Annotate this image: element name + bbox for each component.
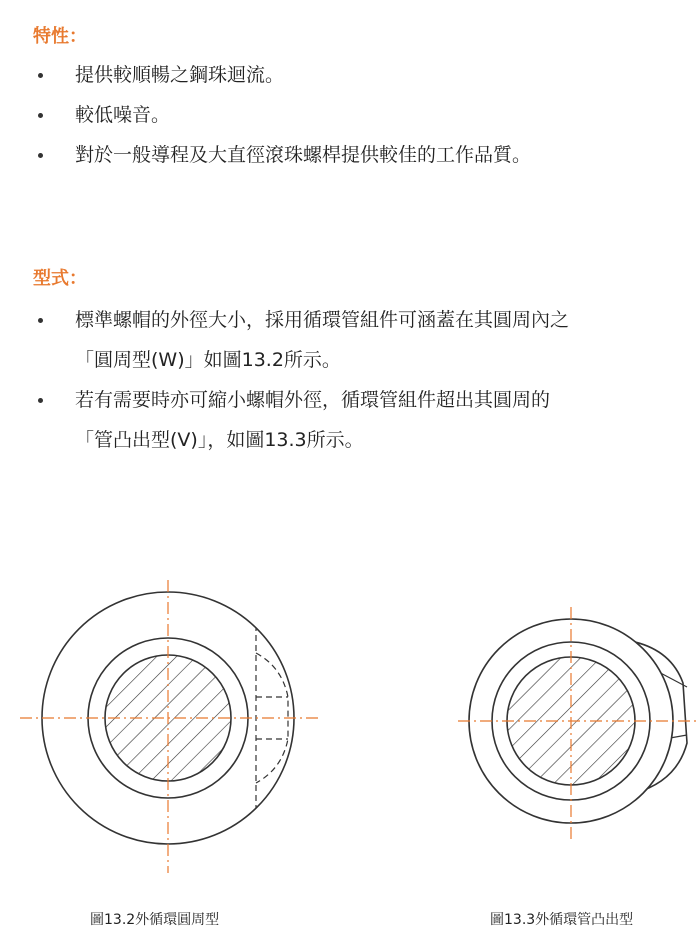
figure-13-3-diagram [455,585,700,845]
feature-text: 對於一般導程及大直徑滾珠螺桿提供較佳的工作品質。 [75,144,532,166]
figure-13-2-diagram [20,575,320,875]
bullet-icon [38,73,43,78]
type-text: 標準螺帽的外徑大小，採用循環管組件可涵蓋在其圓周內之「圓周型(W)」如圖13.2所示。 [75,309,570,371]
list-item [36,380,585,460]
list-item [36,300,585,380]
features-heading: 特性： [33,26,87,47]
bullet-icon [38,153,43,158]
feature-text: 較低噪音。 [75,104,171,126]
feature-text: 提供較順暢之鋼珠迴流。 [75,64,285,86]
bullet-icon [38,113,43,118]
figure-13-2-caption: 圖13.2外循環圓周型 [90,912,220,928]
list-item [36,95,596,135]
bullet-icon [38,398,43,403]
figure-13-3-caption: 圖13.3外循環管凸出型 [490,912,634,928]
type-text: 若有需要時亦可縮小螺帽外徑，循環管組件超出其圓周的「管凸出型(V)」，如圖13.3所示。 [75,389,551,451]
bullet-icon [38,318,43,323]
list-item [36,135,585,175]
features-list [36,55,596,175]
types-heading: 型式： [33,268,87,289]
types-list [36,300,596,460]
list-item [36,55,596,95]
